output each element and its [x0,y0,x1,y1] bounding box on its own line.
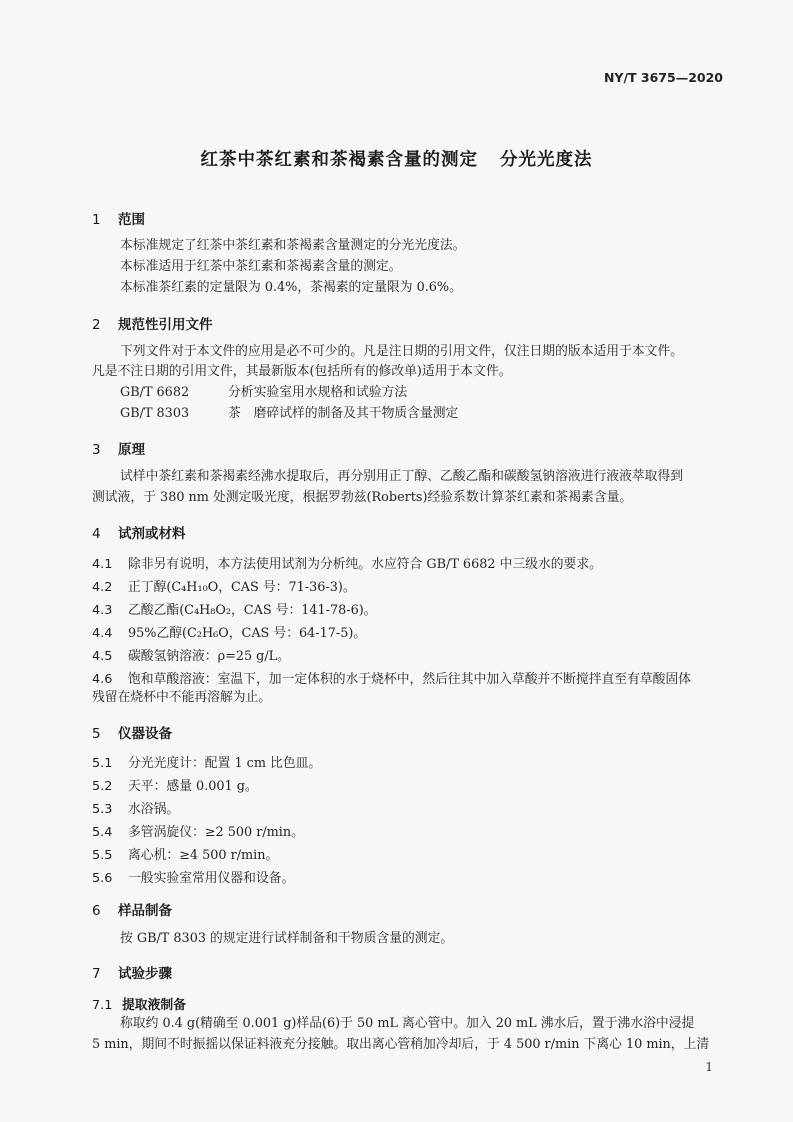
list-item: 4.5 碳酸氢钠溶液：ρ=25 g/L。 [92,649,290,664]
list-item: 5.2 天平：感量 0.001 g。 [92,779,258,794]
paragraph: 称取约 0.4 g(精确至 0.001 g)样品(6)于 50 mL 离心管中。加入 20 mL 沸水后，置于沸水浴中浸提 [120,1016,695,1031]
section-heading-normative-references: 2 规范性引用文件 [92,317,213,333]
subsection-heading-extract-preparation: 7.1 提取液制备 [92,998,186,1013]
list-item: 4.1 除非另有说明，本方法使用试剂为分析纯。水应符合 GB/T 6682 中三级水的要求。 [92,557,602,572]
paragraph: 本标准规定了红茶中茶红素和茶褐素含量测定的分光光度法。 [120,238,466,253]
paragraph: 本标准适用于红茶中茶红素和茶褐素含量的测定。 [120,259,402,274]
page-number: 1 [705,1060,713,1074]
list-item: 5.6 一般实验室常用仪器和设备。 [92,871,295,886]
document-title [0,146,793,171]
reference-item: GB/T 6682 分析实验室用水规格和试验方法 [120,385,408,400]
paragraph: 按 GB/T 8303 的规定进行试样制备和干物质含量的测定。 [120,931,454,946]
list-item: 4.4 95%乙醇(C₂H₆O，CAS 号：64-17-5)。 [92,626,367,641]
reference-item: GB/T 8303 茶 磨碎试样的制备及其干物质含量测定 [120,406,459,421]
section-heading-sample-preparation: 6 样品制备 [92,903,172,919]
section-heading-test-procedure: 7 试验步骤 [92,966,172,982]
section-heading-scope: 1 范围 [92,212,145,228]
paragraph: 试样中茶红素和茶褐素经沸水提取后，再分别用正丁醇、乙酸乙酯和碳酸氢钠溶液进行液液萃取得到 [120,469,684,484]
list-item: 4.3 乙酸乙酯(C₄H₈O₂，CAS 号：141-78-6)。 [92,603,377,618]
paragraph: 测试液，于 380 nm 处测定吸光度，根据罗勃兹(Roberts)经验系数计算茶红素和茶褐素含量。 [92,490,633,505]
title-sub: 分光光度法 [500,150,593,170]
list-item: 4.2 正丁醇(C₄H₁₀O，CAS 号：71-36-3)。 [92,580,356,595]
section-heading-principle: 3 原理 [92,442,145,458]
paragraph: 凡是不注日期的引用文件，其最新版本(包括所有的修改单)适用于本文件。 [92,364,512,379]
list-item: 5.3 水浴锅。 [92,802,180,817]
paragraph: 本标准茶红素的定量限为 0.4%，茶褐素的定量限为 0.6%。 [120,280,462,295]
section-heading-reagents: 4 试剂或材料 [92,526,186,542]
paragraph: 5 min，期间不时振摇以保证料液充分接触。取出离心管稍加冷却后，于 4 500 r/min 下离心 10 min，上清 [92,1037,710,1052]
list-item: 5.4 多管涡旋仪：≥2 500 r/min。 [92,825,304,840]
paragraph: 下列文件对于本文件的应用是必不可少的。凡是注日期的引用文件，仅注日期的版本适用于本文件。 [120,344,684,359]
paragraph: 残留在烧杯中不能再溶解为止。 [92,690,272,705]
standard-code: NY/T 3675—2020 [603,70,723,85]
list-item: 4.6 饱和草酸溶液：室温下，加一定体积的水于烧杯中，然后往其中加入草酸并不断搅拌直至有草酸固体 [92,672,692,687]
title-main: 红茶中茶红素和茶褐素含量的测定 [200,150,478,170]
section-heading-apparatus: 5 仪器设备 [92,726,172,742]
list-item: 5.1 分光光度计：配置 1 cm 比色皿。 [92,756,322,771]
list-item: 5.5 离心机：≥4 500 r/min。 [92,848,279,863]
